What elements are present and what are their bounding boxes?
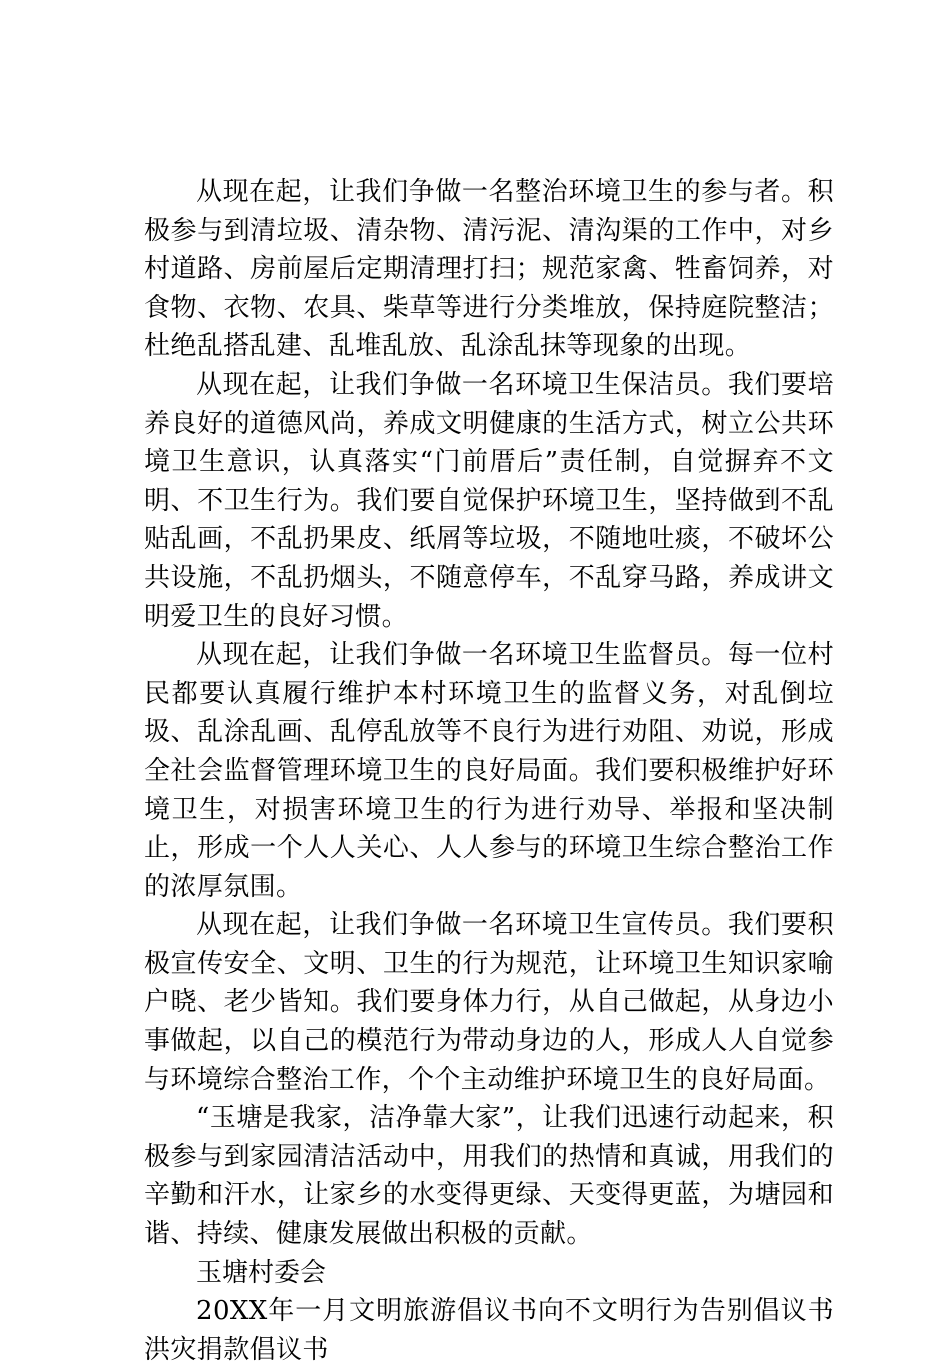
paragraph-cleaner: 从现在起，让我们争做一名环境卫生保洁员。我们要培养良好的道德风尚，养成文明健康的生活方式，树立公共环境卫生意识，认真落实“门前厝后”责任制，自觉摒弃不文明、不卫生行为。我们要自觉保护环境卫生，坚持做到不乱贴乱画，不乱扔果皮、纸屑等垃圾，不随地吐痰，不破坏公共设施，不乱扔烟头，不随意停车，不乱穿马路，养成讲文明爱卫生的良好习惯。 — [144, 369, 834, 632]
document-body — [144, 173, 834, 1369]
signature: 玉塘村委会 — [196, 1257, 327, 1288]
paragraph-call-to-action: “玉塘是我家，洁净靠大家”，让我们迅速行动起来，积极参与到家园清洁活动中，用我们的热情和真诚，用我们的辛勤和汗水，让家乡的水变得更绿、天变得更蓝，为塘园和谐、持续、健康发展做出积极的贡献。 — [144, 1103, 834, 1250]
paragraph-supervisor: 从现在起，让我们争做一名环境卫生监督员。每一位村民都要认真履行维护本村环境卫生的监督义务，对乱倒垃圾、乱涂乱画、乱停乱放等不良行为进行劝阻、劝说，形成全社会监督管理环境卫生的良好局面。我们要积极维护好环境卫生，对损害环境卫生的行为进行劝导、举报和坚决制止，形成一个人人关心、人人参与的环境卫生综合整治工作的浓厚氛围。 — [144, 640, 834, 902]
footer-line: 20XX年一月文明旅游倡议书向不文明行为告别倡议书洪灾捐款倡议书 — [144, 1296, 834, 1365]
paragraph-promoter: 从现在起，让我们争做一名环境卫生宣传员。我们要积极宣传安全、文明、卫生的行为规范，让环境卫生知识家喻户晓、老少皆知。我们要身体力行，从自己做起，从身边小事做起，以自己的模范行为带动身边的人，形成人人自觉参与环境综合整治工作，个个主动维护环境卫生的良好局面。 — [144, 910, 834, 1095]
paragraph-participant: 从现在起，让我们争做一名整治环境卫生的参与者。积极参与到清垃圾、清杂物、清污泥、清沟渠的工作中，对乡村道路、房前屋后定期清理打扫；规范家禽、牲畜饲养，对食物、衣物、农具、柴草等进行分类堆放，保持庭院整洁；杜绝乱搭乱建、乱堆乱放、乱涂乱抹等现象的出现。 — [144, 177, 834, 362]
